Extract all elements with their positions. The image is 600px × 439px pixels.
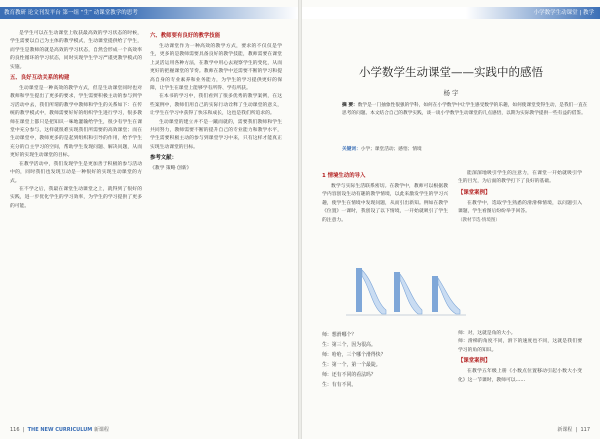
dialogue-line: 师：还有不同的看法吗？ — [322, 372, 376, 378]
right-column-2 — [458, 170, 582, 270]
case-tag-1: 【课堂案例】 — [458, 189, 491, 196]
dialogue-left — [322, 330, 448, 390]
left-page — [0, 0, 298, 439]
left-col1-tail: 在不学之后，我最在课堂生动课堂之上，就得到了很好的实践，进一步优化学生的学习效率，为学生的学习提供了更多的可能。 — [10, 186, 142, 209]
case-tag-2: 【课堂案例】 — [458, 358, 491, 365]
left-running-head-text: 教育教研 论文刊发平台 第一组 “生” 动课堂教学的思考 — [4, 10, 138, 16]
references-heading: 参考文献： — [150, 155, 177, 162]
left-column-1 — [10, 30, 142, 410]
references-text: 《教学 策略 创新》 — [150, 166, 192, 172]
left-col1-paragraph: 是学生可以在生动课堂上收获最高效的学习状态的时候，学生需要以自己为主体的教学模式，生动课堂提供给了学生，而学生是教师的就是高效的学习状态，自然会形成一个高效率的良性循环的学习状态，同时实现学生学习严谨更教学模式的实施。 — [10, 31, 142, 70]
left-running-head — [0, 7, 298, 19]
right-page-number: 117 — [580, 427, 590, 433]
dialogue-line: 生：有有不同。 — [322, 382, 357, 388]
right-col2-text-2: 在教学五年级上册《小数点位置移动引起小数大小变化》这一节课时，教师可以…… — [458, 369, 582, 383]
left-page-number: 116 — [10, 427, 20, 433]
right-column-2-lower — [458, 330, 582, 416]
right-footer-issue: 新课程 — [557, 427, 573, 433]
right-col2-text: 在教学中，选取学生熟悉的滑滑梯情境，以问题引入课题，学生看图后纷纷举手回答。 — [458, 200, 582, 215]
left-col1-body-1: 生动课堂是一种高效的教学方式，但是生动课堂同时也对教师和学生提出了更多的要求，学生需要积极主动的参与到学习活动中去，我们所谓的教学中教师和学生的关系如下：在传统的教学模式中，教师需要好好的组织学生进行学习，很多教师在课堂上都只是把知识一味地灌输给学生，很少有学生在课堂中充分参与，这样就很难实现我们所需要的高效课堂；而在生动课堂中，教师更多的是起到组织和引导的作用，给予学生充分的自主学习的空间，帮助学生发现问题、解决问题，从而更好的实现生动课堂的目标。 — [10, 86, 142, 159]
right-col1-body: 数学与实际生活联系密切。在教学中，教师可以根据教学内容创设生动有趣的教学情境，以此来激发学生的学习兴趣，使学生在情境中发现问题，从而引出新知。例如在教学《位置》一课时，我创设了以下情境，一开始就吸引了学生的注意力。 — [322, 184, 448, 223]
left-col1-body-2: 在教学活动中，我们发现学生是更加善于积极的参与活动中的，同时我们也发现互动是一种很好的实现生动课堂的方式。 — [10, 161, 142, 184]
figure-caption: （教材节选·情境图） — [458, 217, 500, 223]
dialogue-line: 生：第三个，因为很高。 — [322, 342, 376, 348]
dialogue-line: 师：想滑哪个？ — [322, 332, 357, 338]
slide-illustration — [346, 262, 466, 324]
article-title: 小学数学生动课堂——实践中的感悟 — [359, 65, 543, 79]
section-heading-1: 1 情境生动的导入 — [322, 173, 366, 179]
left-footer: 116 | THE NEW CURRICULUM 新课程 — [10, 427, 109, 433]
keywords-label: 关键词： — [342, 147, 361, 152]
left-col2-body-2: 在本书的学习中，我们看到了很多优秀的教学案例，在这些案例中，教师们用自己的实际行动诠释了生动课堂的意义，让学生在学习中获得了快乐和成长，这也是我们所追求的。 — [150, 94, 282, 117]
dialogue-line: 师：对，这就是角的大小。 — [458, 331, 516, 336]
left-col2-heading: 六、教师要有良好的教学技能 — [150, 33, 221, 39]
right-col2-body: 能深深地吸引学生的注意力，在课堂一开始就吸引学生的目光，为后面的教学打下了良好的基础。 — [458, 171, 582, 185]
dialogue-line: 生：第一个，第一个最陡。 — [322, 362, 381, 368]
right-column-1 — [322, 170, 448, 262]
right-page — [302, 0, 600, 439]
keywords-text: 小学；课堂活动；感悟；情境 — [360, 147, 422, 152]
left-footer-issue: 新课程 — [93, 427, 109, 433]
magazine-brand: THE NEW CURRICULUM — [27, 427, 93, 433]
right-running-head — [302, 7, 600, 19]
abstract-label: 摘 要： — [342, 103, 358, 108]
keywords — [342, 146, 588, 152]
left-col2-body-1: 生动课堂作为一种高效的教学方式，要求的不仅仅是学生，更多的是教师需要具备良好的教学技能，教师需要在课堂上灵活运用各种方法，在教学中用心去观察学生的变化，从而更好的把握课堂的节奏。教师在教学中还需要不断的学习和提高自身的专业素养和业务能力，为学生的学习提供更好的保障，让学生在课堂上能够学有所得、学有所获。 — [150, 44, 282, 92]
dialogue-line: 师：哈哈，三个哪个滑得快？ — [322, 352, 386, 358]
right-footer: 新课程 | 117 — [557, 427, 590, 433]
article-author: 杨 宇 — [443, 89, 459, 97]
left-column-2 — [150, 30, 282, 410]
abstract-text: 数学是一门抽象性很强的学科，如何在小学数学中让学生感受数学的乐趣，如何使课堂变得生动，是我们一直在思考的问题。本文结合自己的教学实践，谈一谈小学数学生动课堂的几点感悟，以期为实际教学提供一些有益的借鉴。 — [342, 103, 588, 117]
dialogue-line: 师：滑梯的角度不同，滑下的速度也不同，这就是我们要学习的角的知识。 — [458, 339, 582, 353]
abstract — [342, 102, 588, 119]
right-running-head-text: 小学数学生动课堂 | 教学 — [533, 10, 594, 16]
left-col1-heading: 五、良好互动关系的构建 — [10, 75, 70, 82]
left-col2-body-3: 生动课堂的建立并不是一蹴而就的，需要我们教师和学生共同努力，教师需要不断的提升自己的专业能力和教学水平，学生需要积极主动的参与到课堂学习中来，只有这样才能真正实现生动课堂的目标。 — [150, 119, 282, 150]
